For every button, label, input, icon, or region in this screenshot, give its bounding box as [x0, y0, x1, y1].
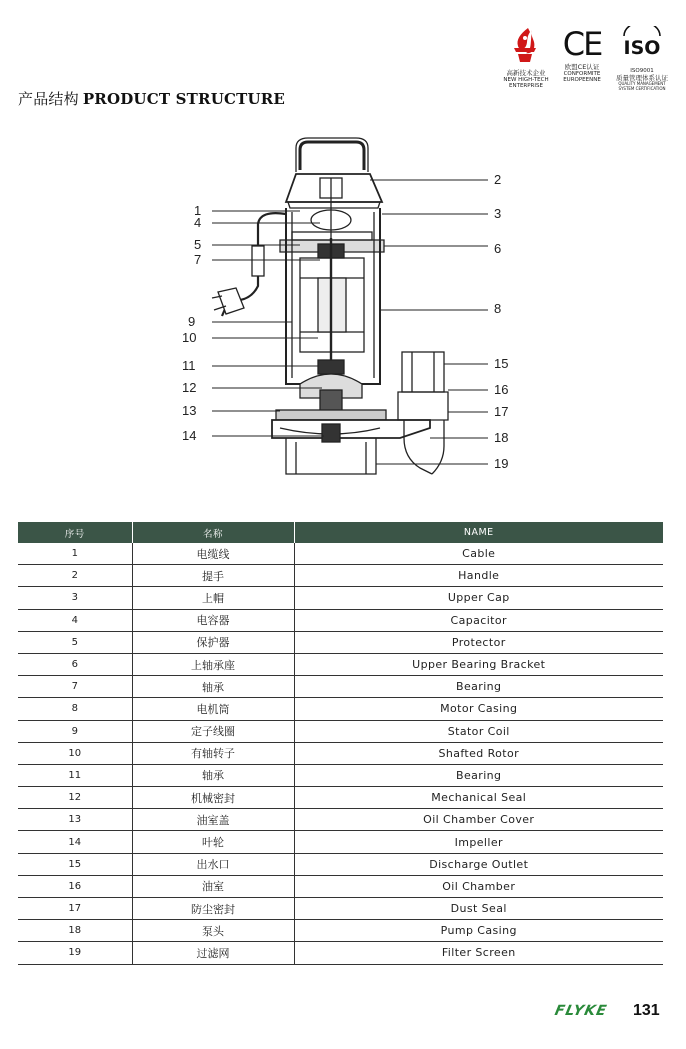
logo-caption-en: NEW HIGH-TECH [503, 76, 549, 83]
cell-name-en: Shafted Rotor [294, 742, 663, 764]
table-row [18, 565, 663, 587]
cell-no: 7 [18, 676, 132, 698]
callout-number: 3 [494, 206, 502, 221]
cell-name-cn: 保护器 [132, 631, 294, 653]
parts-table [18, 522, 663, 965]
callout-number: 12 [182, 380, 197, 395]
logo-caption-en: EUROPEENNE [563, 77, 601, 83]
table-row [18, 653, 663, 675]
cell-name-cn: 提手 [132, 565, 294, 587]
cell-name-cn: 油室 [132, 875, 294, 897]
cell-no: 15 [18, 853, 132, 875]
cell-name-en: Filter Screen [294, 942, 663, 964]
cell-name-cn: 泵头 [132, 920, 294, 942]
cell-name-en: Pump Casing [294, 920, 663, 942]
cell-name-en: Dust Seal [294, 898, 663, 920]
page-title [18, 88, 285, 109]
cell-no: 1 [18, 543, 132, 565]
cell-no: 9 [18, 720, 132, 742]
cell-no: 18 [18, 920, 132, 942]
callout-number: 18 [494, 430, 509, 445]
table-row [18, 609, 663, 631]
cell-name-en: Impeller [294, 831, 663, 853]
cell-name-en: Bearing [294, 676, 663, 698]
cell-name-en: Mechanical Seal [294, 787, 663, 809]
callout-number: 6 [494, 241, 502, 256]
table-row [18, 831, 663, 853]
table-row [18, 720, 663, 742]
cell-no: 17 [18, 898, 132, 920]
high-tech-enterprise-logo-icon [506, 26, 546, 64]
table-row [18, 698, 663, 720]
cell-name-en: Handle [294, 565, 663, 587]
cell-name-en: Cable [294, 543, 663, 565]
callout-number: 16 [494, 382, 509, 397]
cell-name-en: Oil Chamber [294, 875, 663, 897]
logo-caption-en: CONFORMITE [563, 70, 601, 77]
cell-name-cn: 电机筒 [132, 698, 294, 720]
cell-name-cn: 定子线圈 [132, 720, 294, 742]
cell-no: 12 [18, 787, 132, 809]
callout-number: 15 [494, 356, 509, 371]
callout-number: 7 [194, 252, 202, 267]
table-row [18, 742, 663, 764]
logo-caption-en: ENTERPRISE [509, 83, 543, 89]
callout-number: 14 [182, 428, 197, 443]
callout-number: 13 [182, 403, 197, 418]
cell-name-cn: 过滤网 [132, 942, 294, 964]
column-header-en: NAME [294, 522, 663, 543]
iso-logo [614, 26, 670, 91]
cell-name-en: Oil Chamber Cover [294, 809, 663, 831]
table-row [18, 787, 663, 809]
cell-no: 3 [18, 587, 132, 609]
iso-mark-icon [620, 26, 664, 62]
table-row [18, 631, 663, 653]
parts-table-body [18, 543, 663, 964]
cell-no: 13 [18, 809, 132, 831]
cell-no: 8 [18, 698, 132, 720]
page-title-cn: 产品结构 [18, 90, 79, 108]
logo-caption-cn: 质量管理体系认证 [616, 73, 668, 82]
submersible-pump-cross-section-icon [212, 138, 448, 474]
cell-name-cn: 轴承 [132, 676, 294, 698]
pump-structure-diagram [0, 128, 686, 488]
cell-name-cn: 电容器 [132, 609, 294, 631]
table-row [18, 853, 663, 875]
cell-name-en: Motor Casing [294, 698, 663, 720]
cell-no: 6 [18, 653, 132, 675]
cell-name-en: Capacitor [294, 609, 663, 631]
callout-number: 8 [494, 301, 502, 316]
cell-name-en: Upper Cap [294, 587, 663, 609]
table-row [18, 809, 663, 831]
cell-name-cn: 油室盖 [132, 809, 294, 831]
logo-caption-cn: 欧盟CE认证 [564, 63, 600, 71]
table-row [18, 543, 663, 565]
cell-name-cn: 叶轮 [132, 831, 294, 853]
cell-name-cn: 出水口 [132, 853, 294, 875]
callout-number: 5 [194, 237, 202, 252]
cell-no: 11 [18, 764, 132, 786]
page-number: 131 [633, 1002, 660, 1019]
callout-number: 1 [194, 203, 202, 218]
table-header-row [18, 522, 663, 543]
brand-logo: FLYKE [553, 1003, 609, 1019]
cell-no: 5 [18, 631, 132, 653]
table-row [18, 587, 663, 609]
page-title-en: PRODUCT STRUCTURE [82, 90, 286, 108]
high-tech-enterprise-logo [498, 26, 554, 90]
cell-name-cn: 有轴转子 [132, 742, 294, 764]
table-row [18, 942, 663, 964]
callout-number: 2 [494, 172, 502, 187]
cell-name-cn: 上轴承座 [132, 653, 294, 675]
cell-no: 2 [18, 565, 132, 587]
cell-no: 16 [18, 875, 132, 897]
callout-number: 4 [194, 215, 202, 230]
cell-no: 14 [18, 831, 132, 853]
cell-no: 4 [18, 609, 132, 631]
table-row [18, 875, 663, 897]
logo-caption-cn: 高新技术企业 [506, 69, 546, 77]
cell-name-cn: 上帽 [132, 587, 294, 609]
cell-name-en: Upper Bearing Bracket [294, 653, 663, 675]
callout-number: 11 [182, 358, 196, 373]
iso-mark-text: ISO [623, 37, 661, 59]
cell-name-en: Protector [294, 631, 663, 653]
callout-number: 9 [188, 314, 196, 329]
column-header-no: 序号 [18, 522, 132, 543]
cell-name-en: Stator Coil [294, 720, 663, 742]
table-row [18, 676, 663, 698]
table-row [18, 920, 663, 942]
table-row [18, 898, 663, 920]
cell-name-cn: 防尘密封 [132, 898, 294, 920]
table-row [18, 764, 663, 786]
ce-logo [554, 26, 610, 84]
cell-no: 10 [18, 742, 132, 764]
logo-caption-standard: ISO9001 [630, 68, 654, 74]
cell-name-cn: 电缆线 [132, 543, 294, 565]
cell-name-en: Discharge Outlet [294, 853, 663, 875]
ce-mark-icon: CE [562, 25, 602, 63]
cell-name-cn: 轴承 [132, 764, 294, 786]
callout-number: 10 [182, 330, 197, 345]
logo-caption-en: SYSTEM CERTIFICATION [618, 86, 666, 91]
logo-caption-en: QUALITY MANAGEMENT [618, 81, 666, 86]
column-header-cn: 名称 [132, 522, 294, 543]
cell-name-cn: 机械密封 [132, 787, 294, 809]
callout-number: 17 [494, 404, 509, 419]
cell-no: 19 [18, 942, 132, 964]
cell-name-en: Bearing [294, 764, 663, 786]
callout-number: 19 [494, 456, 509, 471]
